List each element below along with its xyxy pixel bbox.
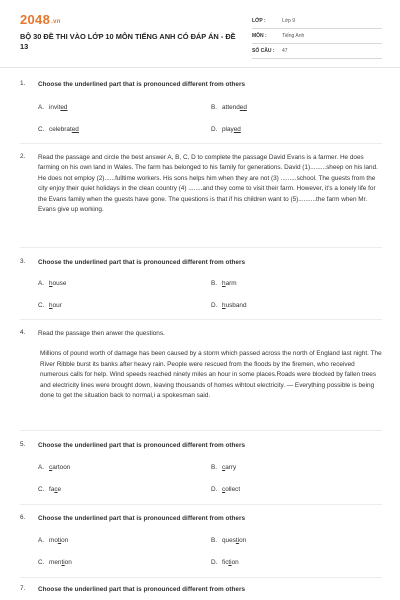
option-6b[interactable]: B. question (211, 537, 247, 544)
reading-passage: Millions of pound worth of damage has been caused by a storm which passed across the north of England last night. The River Ribble burst its banks after heavy rain. People were rescued from the floods by the firemen, who received numerous calls for help. Wind speeds reached ninety miles an hour in some places.Roads were blocked by fallen trees and electricity lines were brought down, leaving thousands of homes wihtout electricity. — Everything possible is being done to get the situation back to normal,i a spokesman said. (40, 350, 382, 400)
question-prompt: Choose the underlined part that is pronounced different from others (38, 442, 245, 449)
option-6d[interactable]: D. fiction (211, 559, 239, 566)
option-3d[interactable]: D. husband (211, 302, 247, 309)
divider (20, 247, 382, 248)
divider (20, 319, 382, 320)
question-prompt: Choose the underlined part that is pronounced different from others (38, 81, 245, 88)
divider (20, 504, 382, 505)
divider (20, 577, 382, 578)
option-5b[interactable]: B. carry (211, 464, 237, 471)
question-prompt: Read the passage then anwer the questions. (38, 330, 165, 337)
option-6c[interactable]: C. mention (38, 559, 72, 566)
question-prompt: Choose the underlined part that is pronounced different from others (38, 259, 245, 266)
divider (20, 143, 382, 144)
option-1c[interactable]: C. celebrated (38, 126, 79, 133)
option-6a[interactable]: A. motion (38, 537, 69, 544)
option-5a[interactable]: A. cartoon (38, 464, 71, 471)
divider (20, 430, 382, 431)
meta-row-subject: MÔN : Tiếng Anh (252, 29, 382, 44)
option-5c[interactable]: C. face (38, 486, 62, 493)
option-5d[interactable]: D. collect (211, 486, 241, 493)
option-1d[interactable]: D. played (211, 126, 241, 133)
header-divider (0, 67, 400, 68)
meta-row-count: SỐ CÂU : 47 (252, 44, 382, 59)
meta-row-grade: LỚP : Lớp 9 (252, 14, 382, 29)
question-prompt: Read the passage and circle the best answer A, B, C, D to complete the passage David Evans is a farmer. He does farming on his own land in Wales. The farm has belonged to his family for generations. David (1).........sheep on his land. He does not employ (2)......fulltime workers. His sons helps him when they are not (3) .........school. The guests from the city enjoy their quiet holidays in the clean country (4) ........and they come to visit their farm. However, it's a lonely life for the Evans family when the guests have gone. The questions is that if his children want to (5)..........the farm when Mr. Evans give up working. (38, 154, 378, 214)
option-1a[interactable]: A. invited (38, 104, 68, 111)
site-logo[interactable]: 2048.vn (20, 12, 61, 27)
option-3b[interactable]: B. harm (211, 280, 237, 287)
question-prompt: Choose the underlined part that is pronounced different from others (38, 586, 245, 593)
exam-meta (252, 14, 382, 59)
option-3a[interactable]: A. house (38, 280, 67, 287)
option-3c[interactable]: C. hour (38, 302, 62, 309)
page-title: BỘ 30 ĐỀ THI VÀO LỚP 10 MÔN TIẾNG ANH CÓ ĐÁP ÁN - ĐỀ 13 (20, 32, 236, 51)
page-header (20, 12, 382, 60)
option-1b[interactable]: B. attended (211, 104, 247, 111)
question-prompt: Choose the underlined part that is pronounced different from others (38, 515, 245, 522)
